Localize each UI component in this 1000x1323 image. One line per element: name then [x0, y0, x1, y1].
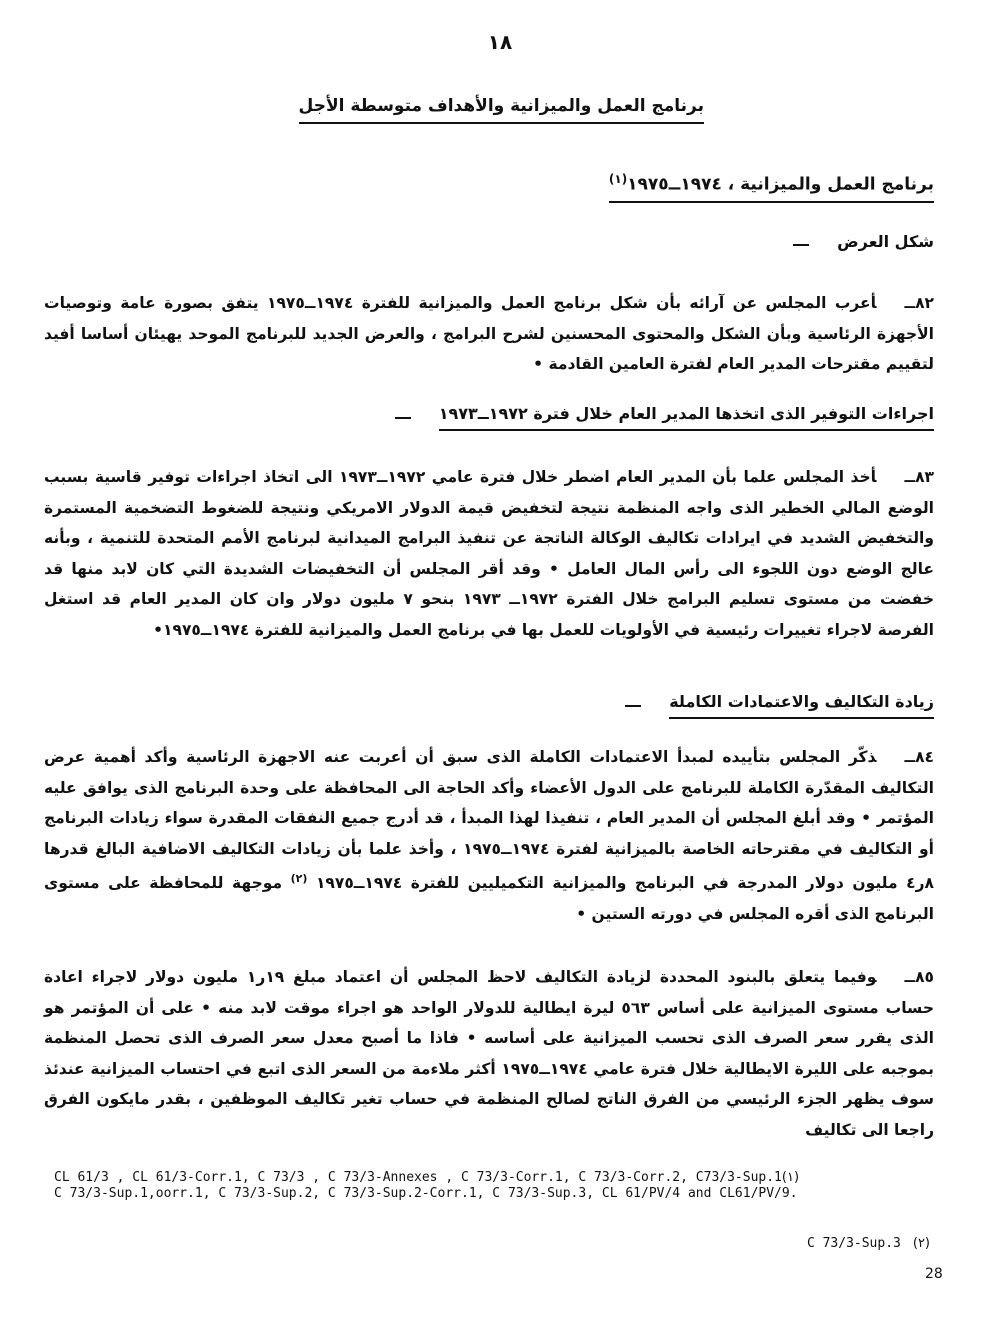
heading-text: زيادة التكاليف والاعتمادات الكاملة [669, 692, 934, 719]
paragraph-text: أخذ المجلس علما بأن المدير العام اضطر خلال فترة عامي ١٩٧٢ــ١٩٧٣ الى اتخاذ اجراءات توفير قاسية بسبب الوضع المالي الخطير الذى واجه المنظمة نتيجة لتخفيض قيمة الدولار الامريكي ونتيجة للضغوط التضخمية المستمرة والتخفيض الشديد في ايرادات تكاليف الوكالة الناتجة عن تنفيذ البرامج الميدانية لبرنامج الأمم المتحدة للتنمية ، وبأنه عالج الوضع دون اللجوء الى رأس المال العامل • وقد أقر المجلس أن التخفيضات الشديدة التي كان لابد منها قد خفضت من مستوى تسليم البرامج خلال الفترة ١٩٧٢ــ ١٩٧٣ بنحو ٧ مليون دولار وان كان المدير العام قد استغل الفرصة لاجراء تغييرات رئيسية في الأولويات للعمل بها في برنامج العمل والميزانية للفترة ١٩٧٤ــ١٩٧٥• [44, 468, 935, 639]
footnote-ref-1[interactable]: (١) [608, 172, 628, 186]
paragraph-text: وفيما يتعلق بالبنود المحددة لزيادة التكاليف لاحظ المجلس أن اعتماد مبلغ ١٩ر١ مليون دولار لاجراء اعادة حساب مستوى الميزانية على أساس ٥٦٣ ليرة ايطالية للدولار الواحد هو اجراء موقت لابد منه • على أن المؤتمر هو الذى يقرر سعر الصرف الذى تحسب الميزانية على أساسه • فاذا ما أصبح معدل سعر الصرف الذى تحصل المنظمة بموجبه على الليرة الايطالية خلال فترة عامي ١٩٧٤ــ١٩٧٥ أكثر ملاءمة من السعر الذى اتبع في احتساب الميزانية عندئذ سوف يظهر الجزء الرئيسي من الفرق الناتج لصالح المنظمة في حساب تغير تكاليف الموظفين ، بقدر مايكون الفرق راجعا الى تكاليف [44, 968, 934, 1139]
archive-page-number: 28 [925, 1266, 943, 1282]
paragraph-85 [44, 962, 934, 1145]
heading-text: شكل العرض [837, 232, 934, 251]
document-title: برنامج العمل والميزانية والأهداف متوسطة الأجل [299, 96, 704, 124]
footnote-2 [807, 1236, 930, 1251]
heading-text: اجراءات التوفير الذى اتخذها المدير العام خلال فترة ١٩٧٢ــ١٩٧٣ [439, 404, 934, 431]
footnote-line: C 73/3-Sup.1,oorr.1, C 73/3-Sup.2, C 73/3-Sup.2-Corr.1, C 73/3-Sup.3, CL 61/PV/4 and CL61/PV/9. [54, 1186, 798, 1201]
footnote-mark: (٢) [912, 1236, 930, 1251]
section-subtitle [609, 172, 934, 203]
paragraph-text: ذكّر المجلس بتأييده لمبدأ الاعتمادات الكاملة الذى سبق أن أعربت عنه الاجهزة الرئاسية وأكد أهمية عرض التكاليف المقدّرة الكاملة للبرنامج على الدول الأعضاء وأكد الحاجة الى المحافظة على وحدة البرنامج الذى يوافق عليه المؤتمر • وقد أبلغ المجلس أن المدير العام ، تنفيذا لهذا المبدأ ، قد أدرج جميع النفقات المقدرة سواء زيادات البرنامج أو التكاليف في مقترحاته الخاصة بالميزانية لفترة ١٩٧٤ــ١٩٧٥ ، وأخذ علما بأن زيادات التكاليف الاضافية البالغ قدرها ٨ر٤ مليون دولار المدرجة في البرنامج والميزانية التكميليين للفترة ١٩٧٤ــ١٩٧٥ [44, 748, 934, 893]
paragraph-82 [44, 288, 934, 380]
heading-presentation-format [793, 232, 934, 257]
paragraph-text-continued: موجهة للمحافظة على مستوى البرنامج الذى أقره المجلس في دورته الستين • [44, 874, 934, 923]
footnote-1 [54, 1170, 930, 1202]
paragraph-83 [44, 462, 934, 645]
footnote-ref-2[interactable]: (٢) [290, 872, 308, 885]
paragraph-number: ٨٤ــ [904, 748, 934, 766]
dash-bullet [395, 417, 411, 419]
paragraph-84 [44, 742, 934, 929]
paragraph-number: ٨٢ــ [904, 294, 934, 312]
footnote-line: CL 61/3 , CL 61/3-Corr.1, C 73/3 , C 73/3-Annexes , C 73/3-Corr.1, C 73/3-Corr.2, C73/3-Sup.1(١) [54, 1170, 800, 1185]
heading-savings-measures [395, 404, 934, 431]
paragraph-number: ٨٣ــ [904, 468, 934, 486]
heading-cost-increases [625, 692, 934, 719]
footnote-text: C 73/3-Sup.3 [806, 1236, 901, 1251]
paragraph-text: أعرب المجلس عن آرائه بأن شكل برنامج العمل والميزانية للفترة ١٩٧٤ــ١٩٧٥ يتفق بصورة عامة وتوصيات الأجهزة الرئاسية وبأن الشكل والمحتوى المحسنين لشرح البرامج ، والعرض الجديد للبرنامج الموحد يهيئان أساسا أفيد لتقييم مقترحات المدير العام لفترة العامين القادمة • [44, 294, 934, 373]
dash-bullet [793, 244, 809, 246]
subtitle-text: برنامج العمل والميزانية ، ١٩٧٤ــ١٩٧٥ [627, 174, 934, 195]
dash-bullet [625, 705, 641, 707]
page-number: ١٨ [487, 30, 513, 54]
paragraph-number: ٨٥ــ [904, 968, 934, 986]
footnote-mark: (١) [781, 1170, 800, 1185]
